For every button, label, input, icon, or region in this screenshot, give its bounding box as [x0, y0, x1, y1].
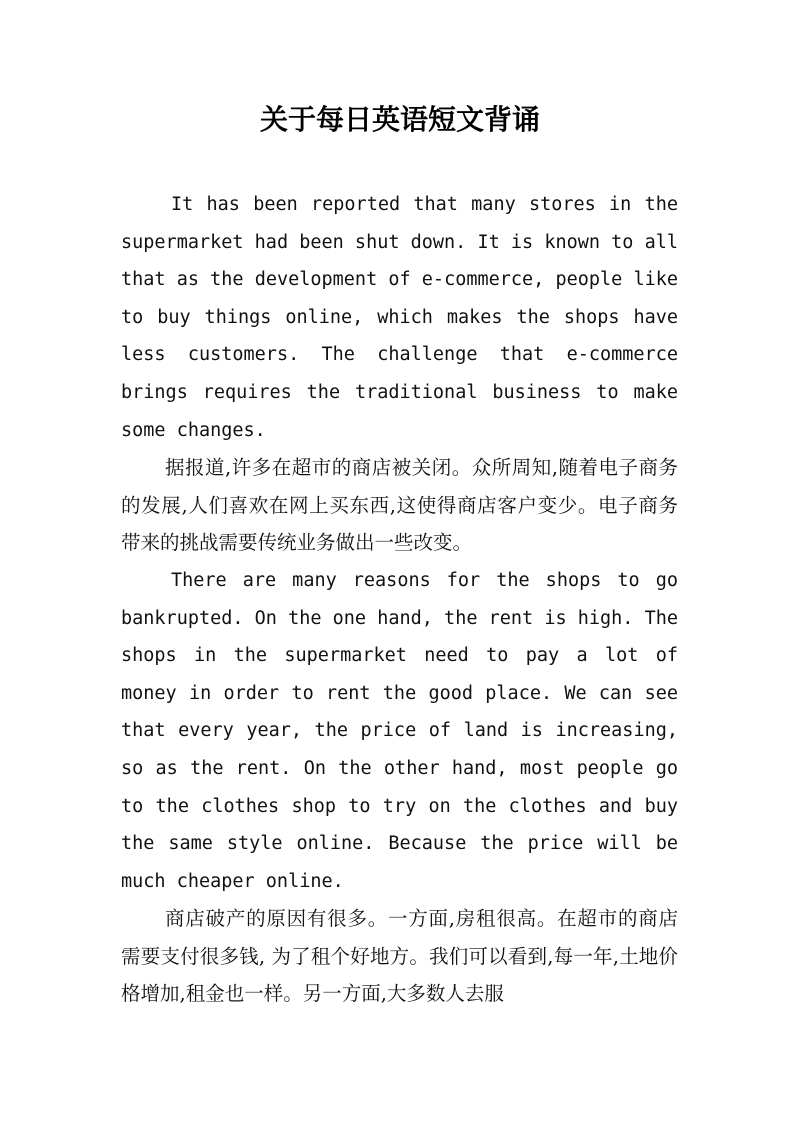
- paragraph-chinese-1: 据报道,许多在超市的商店被关闭。众所周知,随着电子商务的发展,人们喜欢在网上买东西,这使得商店客户变少。电子商务带来的挑战需要传统业务做出一些改变。: [121, 456, 678, 555]
- paragraph-english-1: It has been reported that many stores in the supermarket had been shut down. It is known to all that as the development of e-commerce, people like to buy things online, which makes the shops have less customers. The challenge that e-commerce brings requires the traditional business to make some changes.: [121, 194, 678, 441]
- paragraph-english-2: There are many reasons for the shops to go bankrupted. On the one hand, the rent is high. The shops in the supermarket need to pay a lot of money in order to rent the good place. We can see that every year, the price of land is increasing, so as the rent. On the other hand, most people go to the clothes shop to try on the clothes and buy the same style online. Because the price will be much cheaper online.: [121, 569, 678, 892]
- document-body: [121, 186, 678, 1013]
- document-title: 关于每日英语短文背诵: [259, 103, 540, 136]
- paragraph-chinese-2: 商店破产的原因有很多。一方面,房租很高。在超市的商店需要支付很多钱, 为了租个好地方。我们可以看到,每一年,土地价格增加,租金也一样。另一方面,大多数人去服: [121, 907, 678, 1006]
